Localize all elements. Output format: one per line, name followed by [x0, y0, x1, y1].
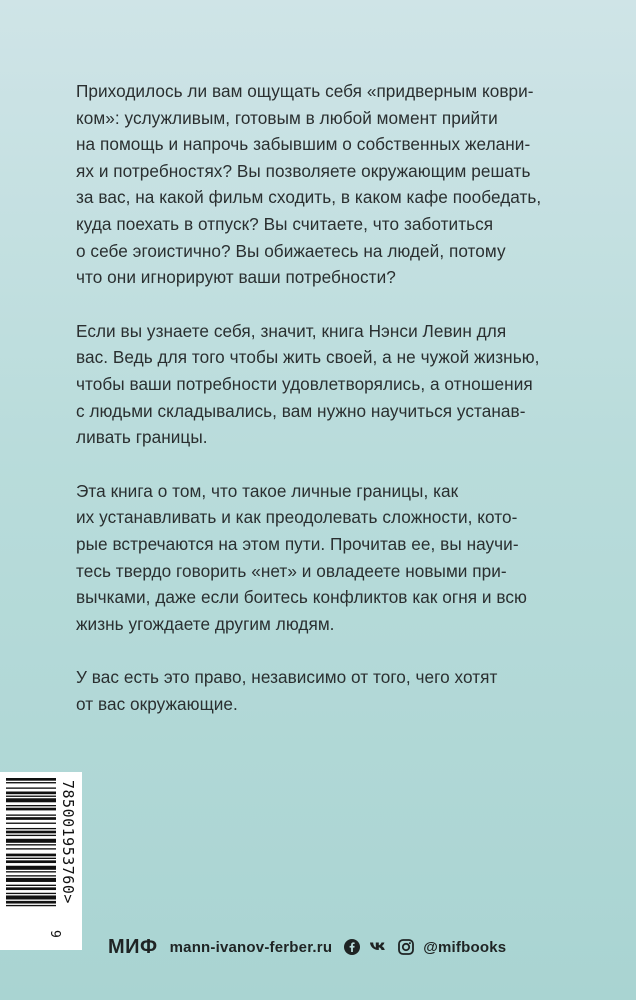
text-line: вас. Ведь для того чтобы жить своей, а не чужой жизнью,	[76, 347, 540, 368]
barcode-bar	[6, 893, 56, 894]
text-line: ях и потребностях? Вы позволяете окружающим решать	[76, 160, 531, 181]
text-line: чтобы ваши потребности удовлетворялись, а отношения	[76, 373, 533, 394]
text-line: ком»: услужливым, готовым в любой момент прийти	[76, 107, 498, 128]
barcode-digits	[58, 780, 78, 948]
instagram-icon[interactable]	[398, 939, 414, 955]
paragraph-2	[76, 318, 566, 451]
barcode-bar	[6, 778, 56, 781]
text-line: Эта книга о том, что такое личные границы, как	[76, 480, 459, 501]
barcode-bar	[6, 866, 56, 870]
barcode-bar	[6, 792, 56, 795]
text-line: тесь твердо говорить «нет» и овладеете новыми при-	[76, 560, 507, 581]
text-line: за вас, на какой фильм сходить, в каком кафе пообедать,	[76, 187, 542, 208]
barcode-bar	[6, 905, 56, 906]
barcode-bar	[6, 854, 56, 857]
social-handle[interactable]: @mifbooks	[423, 938, 507, 956]
barcode-bar	[6, 828, 56, 829]
barcode-bar	[6, 817, 56, 820]
barcode-bar	[6, 839, 56, 843]
text-line: У вас есть это право, независимо от того, чего хотят	[76, 667, 498, 688]
barcode-end-mark: >	[59, 894, 77, 904]
text-line: вычками, даже если боитесь конфликтов как огня и всю	[76, 587, 527, 608]
barcode-bar	[6, 782, 56, 783]
text-line: жизнь угождаете другим людям.	[76, 613, 335, 634]
barcode-bar	[6, 844, 56, 845]
barcode-bar	[6, 895, 56, 899]
barcode-bar	[6, 848, 56, 849]
paragraph-4	[76, 664, 566, 717]
barcode-number: 785001953760	[59, 780, 77, 895]
barcode-bar	[6, 805, 56, 806]
facebook-icon[interactable]	[344, 939, 360, 955]
text-line: рые встречаются на этом пути. Прочитав ее, вы научи-	[76, 533, 519, 554]
website-link[interactable]: mann-ivanov-ferber.ru	[169, 938, 333, 956]
barcode-bar	[6, 835, 56, 836]
barcode-bar	[6, 871, 56, 872]
text-line: что они игнорируют ваши потребности?	[76, 267, 396, 288]
barcode-bar	[6, 798, 56, 802]
barcode-bar	[6, 823, 56, 824]
text-line: куда поехать в отпуск? Вы считаете, что заботиться	[76, 213, 494, 234]
barcode-bar	[6, 887, 56, 890]
barcode-bar	[6, 796, 56, 797]
text-line: на помощь и напрочь забывшим о собственных желани-	[76, 134, 531, 155]
publisher-footer	[108, 932, 506, 962]
text-line: от вас окружающие.	[76, 693, 238, 714]
barcode-bar	[6, 901, 56, 904]
barcode-lead-digit: 9	[47, 930, 62, 938]
vk-icon[interactable]	[369, 940, 389, 954]
barcode-bar	[6, 814, 56, 815]
barcode-bar	[6, 787, 56, 788]
text-line: Если вы узнаете себя, значит, книга Нэнси Левин для	[76, 320, 507, 341]
barcode-bar	[6, 808, 56, 811]
paragraph-3	[76, 478, 566, 638]
text-line: Приходилось ли вам ощущать себя «придверным коври-	[76, 81, 534, 101]
barcode-bar	[6, 875, 56, 876]
barcode-bar	[6, 878, 56, 882]
barcode-bar	[6, 858, 56, 859]
barcode-bar	[6, 831, 56, 834]
text-line: ливать границы.	[76, 427, 208, 448]
barcode-bar	[6, 860, 56, 863]
annotation-text	[76, 78, 566, 744]
barcode-bars	[6, 778, 56, 944]
publisher-logo	[108, 936, 158, 959]
barcode-bar	[6, 885, 56, 886]
text-line: с людьми складывались, вам нужно научиться устанав-	[76, 400, 526, 421]
publisher-logo-text: МИФ	[108, 935, 158, 958]
text-line: их устанавливать и как преодолевать сложности, кото-	[76, 507, 518, 528]
paragraph-1	[76, 78, 566, 291]
isbn-barcode	[0, 772, 82, 950]
text-line: о себе эгоистично? Вы обижаетесь на людей, потому	[76, 240, 506, 261]
